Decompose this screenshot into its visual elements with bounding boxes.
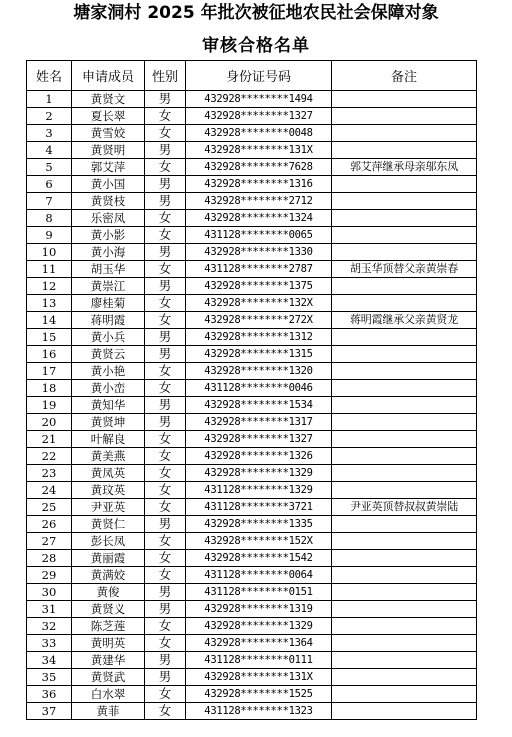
note-cell — [332, 244, 477, 261]
id-number-cell: 432928********1324 — [186, 210, 332, 227]
note-cell — [332, 567, 477, 584]
header-cell: 身份证号码 — [186, 61, 332, 91]
note-cell — [332, 686, 477, 703]
table-row — [27, 482, 477, 499]
id-number-cell: 431128********0065 — [186, 227, 332, 244]
member-name-cell: 廖桂菊 — [72, 295, 145, 312]
table-row — [27, 499, 477, 516]
member-name-cell: 黄贤文 — [72, 91, 145, 108]
row-number-cell: 12 — [27, 278, 72, 295]
table-row — [27, 193, 477, 210]
table-row — [27, 584, 477, 601]
gender-cell: 男 — [145, 516, 186, 533]
id-number-cell: 432928********1542 — [186, 550, 332, 567]
id-number-cell: 432928********0048 — [186, 125, 332, 142]
id-number-cell: 432928********1320 — [186, 363, 332, 380]
table-row — [27, 261, 477, 278]
table-row — [27, 125, 477, 142]
note-cell — [332, 91, 477, 108]
note-cell — [332, 601, 477, 618]
gender-cell: 女 — [145, 261, 186, 278]
gender-cell: 女 — [145, 686, 186, 703]
id-number-cell: 431128********0046 — [186, 380, 332, 397]
row-number-cell: 13 — [27, 295, 72, 312]
note-cell — [332, 652, 477, 669]
table-row — [27, 601, 477, 618]
note-cell — [332, 618, 477, 635]
member-name-cell: 尹亚英 — [72, 499, 145, 516]
id-number-cell: 432928********131X — [186, 669, 332, 686]
table-row — [27, 380, 477, 397]
table-row — [27, 652, 477, 669]
gender-cell: 女 — [145, 533, 186, 550]
table-row — [27, 635, 477, 652]
gender-cell: 男 — [145, 346, 186, 363]
note-cell — [332, 346, 477, 363]
row-number-cell: 2 — [27, 108, 72, 125]
member-name-cell: 乐密凤 — [72, 210, 145, 227]
table-row — [27, 159, 477, 176]
note-cell — [332, 142, 477, 159]
id-number-cell: 432928********1335 — [186, 516, 332, 533]
row-number-cell: 14 — [27, 312, 72, 329]
gender-cell: 女 — [145, 448, 186, 465]
gender-cell: 女 — [145, 210, 186, 227]
document-subtitle: 审核合格名单 — [202, 36, 310, 56]
row-number-cell: 34 — [27, 652, 72, 669]
header-cell: 申请成员 — [72, 61, 145, 91]
row-number-cell: 35 — [27, 669, 72, 686]
table-row — [27, 346, 477, 363]
gender-cell: 女 — [145, 363, 186, 380]
table-header-row — [27, 61, 477, 91]
table-row — [27, 210, 477, 227]
gender-cell: 男 — [145, 91, 186, 108]
gender-cell: 女 — [145, 482, 186, 499]
note-cell — [332, 397, 477, 414]
row-number-cell: 9 — [27, 227, 72, 244]
gender-cell: 女 — [145, 499, 186, 516]
note-cell — [332, 703, 477, 720]
note-cell: 尹亚英顶替叔叔黄崇陆 — [332, 499, 477, 516]
row-number-cell: 29 — [27, 567, 72, 584]
member-name-cell: 黄丽霞 — [72, 550, 145, 567]
gender-cell: 女 — [145, 159, 186, 176]
table-row — [27, 550, 477, 567]
note-cell — [332, 295, 477, 312]
gender-cell: 男 — [145, 193, 186, 210]
table-row — [27, 431, 477, 448]
note-cell — [332, 533, 477, 550]
id-number-cell: 432928********132X — [186, 295, 332, 312]
table-row — [27, 686, 477, 703]
row-number-cell: 20 — [27, 414, 72, 431]
gender-cell: 女 — [145, 312, 186, 329]
row-number-cell: 28 — [27, 550, 72, 567]
member-name-cell: 黄小海 — [72, 244, 145, 261]
table-row — [27, 669, 477, 686]
row-number-cell: 1 — [27, 91, 72, 108]
id-number-cell: 432928********2712 — [186, 193, 332, 210]
gender-cell: 女 — [145, 635, 186, 652]
gender-cell: 男 — [145, 397, 186, 414]
id-number-cell: 432928********1329 — [186, 618, 332, 635]
note-cell — [332, 635, 477, 652]
row-number-cell: 25 — [27, 499, 72, 516]
row-number-cell: 10 — [27, 244, 72, 261]
note-cell — [332, 210, 477, 227]
note-cell — [332, 414, 477, 431]
note-cell — [332, 193, 477, 210]
member-name-cell: 彭长凤 — [72, 533, 145, 550]
member-name-cell: 黄小峦 — [72, 380, 145, 397]
member-name-cell: 黄小国 — [72, 176, 145, 193]
note-cell — [332, 669, 477, 686]
id-number-cell: 432928********1329 — [186, 465, 332, 482]
member-name-cell: 黄贤仁 — [72, 516, 145, 533]
member-name-cell: 黄凤英 — [72, 465, 145, 482]
note-cell — [332, 108, 477, 125]
note-cell — [332, 125, 477, 142]
gender-cell: 男 — [145, 142, 186, 159]
table-row — [27, 618, 477, 635]
row-number-cell: 30 — [27, 584, 72, 601]
table-row — [27, 703, 477, 720]
note-cell — [332, 448, 477, 465]
table-row — [27, 414, 477, 431]
member-name-cell: 白水翠 — [72, 686, 145, 703]
member-name-cell: 黄菲 — [72, 703, 145, 720]
row-number-cell: 24 — [27, 482, 72, 499]
gender-cell: 男 — [145, 669, 186, 686]
member-name-cell: 黄贤坤 — [72, 414, 145, 431]
member-name-cell: 郭艾萍 — [72, 159, 145, 176]
gender-cell: 女 — [145, 465, 186, 482]
table-row — [27, 312, 477, 329]
id-number-cell: 432928********7628 — [186, 159, 332, 176]
note-cell — [332, 465, 477, 482]
member-name-cell: 黄雪姣 — [72, 125, 145, 142]
gender-cell: 女 — [145, 550, 186, 567]
table-row — [27, 397, 477, 414]
gender-cell: 男 — [145, 652, 186, 669]
member-name-cell: 黄贤义 — [72, 601, 145, 618]
table-row — [27, 567, 477, 584]
gender-cell: 男 — [145, 329, 186, 346]
note-cell: 蒋明霞继承父亲黄贤龙 — [332, 312, 477, 329]
id-number-cell: 432928********152X — [186, 533, 332, 550]
row-number-cell: 17 — [27, 363, 72, 380]
document-title: 塘家洞村 2025 年批次被征地农民社会保障对象 — [73, 3, 439, 23]
member-name-cell: 黄小艳 — [72, 363, 145, 380]
note-cell — [332, 550, 477, 567]
row-number-cell: 33 — [27, 635, 72, 652]
member-name-cell: 胡玉华 — [72, 261, 145, 278]
member-name-cell: 黄贤枝 — [72, 193, 145, 210]
table-row — [27, 91, 477, 108]
note-cell — [332, 482, 477, 499]
row-number-cell: 31 — [27, 601, 72, 618]
id-number-cell: 431128********0151 — [186, 584, 332, 601]
gender-cell: 女 — [145, 567, 186, 584]
row-number-cell: 7 — [27, 193, 72, 210]
member-name-cell: 黄小影 — [72, 227, 145, 244]
note-cell — [332, 329, 477, 346]
row-number-cell: 11 — [27, 261, 72, 278]
member-name-cell: 黄小兵 — [72, 329, 145, 346]
row-number-cell: 26 — [27, 516, 72, 533]
row-number-cell: 32 — [27, 618, 72, 635]
row-number-cell: 37 — [27, 703, 72, 720]
member-name-cell: 黄知华 — [72, 397, 145, 414]
gender-cell: 女 — [145, 125, 186, 142]
id-number-cell: 432928********1534 — [186, 397, 332, 414]
table-row — [27, 142, 477, 159]
row-number-cell: 18 — [27, 380, 72, 397]
header-cell: 性别 — [145, 61, 186, 91]
gender-cell: 男 — [145, 584, 186, 601]
gender-cell: 女 — [145, 431, 186, 448]
table-row — [27, 176, 477, 193]
member-name-cell: 叶解良 — [72, 431, 145, 448]
member-name-cell: 黄玟英 — [72, 482, 145, 499]
roster-table — [26, 60, 477, 720]
member-name-cell: 黄明英 — [72, 635, 145, 652]
row-number-cell: 3 — [27, 125, 72, 142]
row-number-cell: 15 — [27, 329, 72, 346]
id-number-cell: 431128********1329 — [186, 482, 332, 499]
id-number-cell: 431128********3721 — [186, 499, 332, 516]
member-name-cell: 黄俊 — [72, 584, 145, 601]
member-name-cell: 黄贤云 — [72, 346, 145, 363]
member-name-cell: 黄满姣 — [72, 567, 145, 584]
member-name-cell: 夏长翠 — [72, 108, 145, 125]
row-number-cell: 23 — [27, 465, 72, 482]
gender-cell: 男 — [145, 176, 186, 193]
note-cell — [332, 431, 477, 448]
member-name-cell: 黄美燕 — [72, 448, 145, 465]
gender-cell: 女 — [145, 380, 186, 397]
row-number-cell: 5 — [27, 159, 72, 176]
member-name-cell: 黄贤明 — [72, 142, 145, 159]
row-number-cell: 36 — [27, 686, 72, 703]
table-row — [27, 329, 477, 346]
id-number-cell: 432928********131X — [186, 142, 332, 159]
table-row — [27, 244, 477, 261]
table-row — [27, 516, 477, 533]
id-number-cell: 432928********1316 — [186, 176, 332, 193]
id-number-cell: 431128********0064 — [186, 567, 332, 584]
id-number-cell: 432928********1330 — [186, 244, 332, 261]
note-cell: 郭艾萍继承母亲邬东凤 — [332, 159, 477, 176]
row-number-cell: 4 — [27, 142, 72, 159]
id-number-cell: 432928********272X — [186, 312, 332, 329]
id-number-cell: 432928********1319 — [186, 601, 332, 618]
note-cell — [332, 278, 477, 295]
member-name-cell: 黄建华 — [72, 652, 145, 669]
note-cell — [332, 516, 477, 533]
gender-cell: 女 — [145, 295, 186, 312]
note-cell — [332, 380, 477, 397]
gender-cell: 女 — [145, 703, 186, 720]
gender-cell: 女 — [145, 618, 186, 635]
id-number-cell: 432928********1327 — [186, 431, 332, 448]
id-number-cell: 431128********2787 — [186, 261, 332, 278]
id-number-cell: 432928********1327 — [186, 108, 332, 125]
gender-cell: 男 — [145, 601, 186, 618]
header-cell: 备注 — [332, 61, 477, 91]
table-row — [27, 278, 477, 295]
row-number-cell: 19 — [27, 397, 72, 414]
id-number-cell: 432928********1525 — [186, 686, 332, 703]
table-body — [27, 91, 477, 720]
row-number-cell: 6 — [27, 176, 72, 193]
table-row — [27, 448, 477, 465]
table-row — [27, 533, 477, 550]
id-number-cell: 431128********1323 — [186, 703, 332, 720]
gender-cell: 男 — [145, 278, 186, 295]
member-name-cell: 陈芝莲 — [72, 618, 145, 635]
table-row — [27, 465, 477, 482]
gender-cell: 女 — [145, 227, 186, 244]
row-number-cell: 22 — [27, 448, 72, 465]
id-number-cell: 432928********1364 — [186, 635, 332, 652]
note-cell — [332, 363, 477, 380]
id-number-cell: 432928********1317 — [186, 414, 332, 431]
table-row — [27, 227, 477, 244]
gender-cell: 男 — [145, 414, 186, 431]
gender-cell: 男 — [145, 244, 186, 261]
id-number-cell: 432928********1375 — [186, 278, 332, 295]
table-row — [27, 363, 477, 380]
id-number-cell: 431128********0111 — [186, 652, 332, 669]
row-number-cell: 16 — [27, 346, 72, 363]
member-name-cell: 蒋明霞 — [72, 312, 145, 329]
header-cell: 姓名 — [27, 61, 72, 91]
table-row — [27, 295, 477, 312]
note-cell — [332, 176, 477, 193]
member-name-cell: 黄贤武 — [72, 669, 145, 686]
note-cell — [332, 227, 477, 244]
row-number-cell: 27 — [27, 533, 72, 550]
note-cell: 胡玉华顶替父亲黄崇春 — [332, 261, 477, 278]
row-number-cell: 21 — [27, 431, 72, 448]
note-cell — [332, 584, 477, 601]
table-row — [27, 108, 477, 125]
id-number-cell: 432928********1326 — [186, 448, 332, 465]
id-number-cell: 432928********1312 — [186, 329, 332, 346]
member-name-cell: 黄崇江 — [72, 278, 145, 295]
gender-cell: 女 — [145, 108, 186, 125]
id-number-cell: 432928********1494 — [186, 91, 332, 108]
row-number-cell: 8 — [27, 210, 72, 227]
id-number-cell: 432928********1315 — [186, 346, 332, 363]
